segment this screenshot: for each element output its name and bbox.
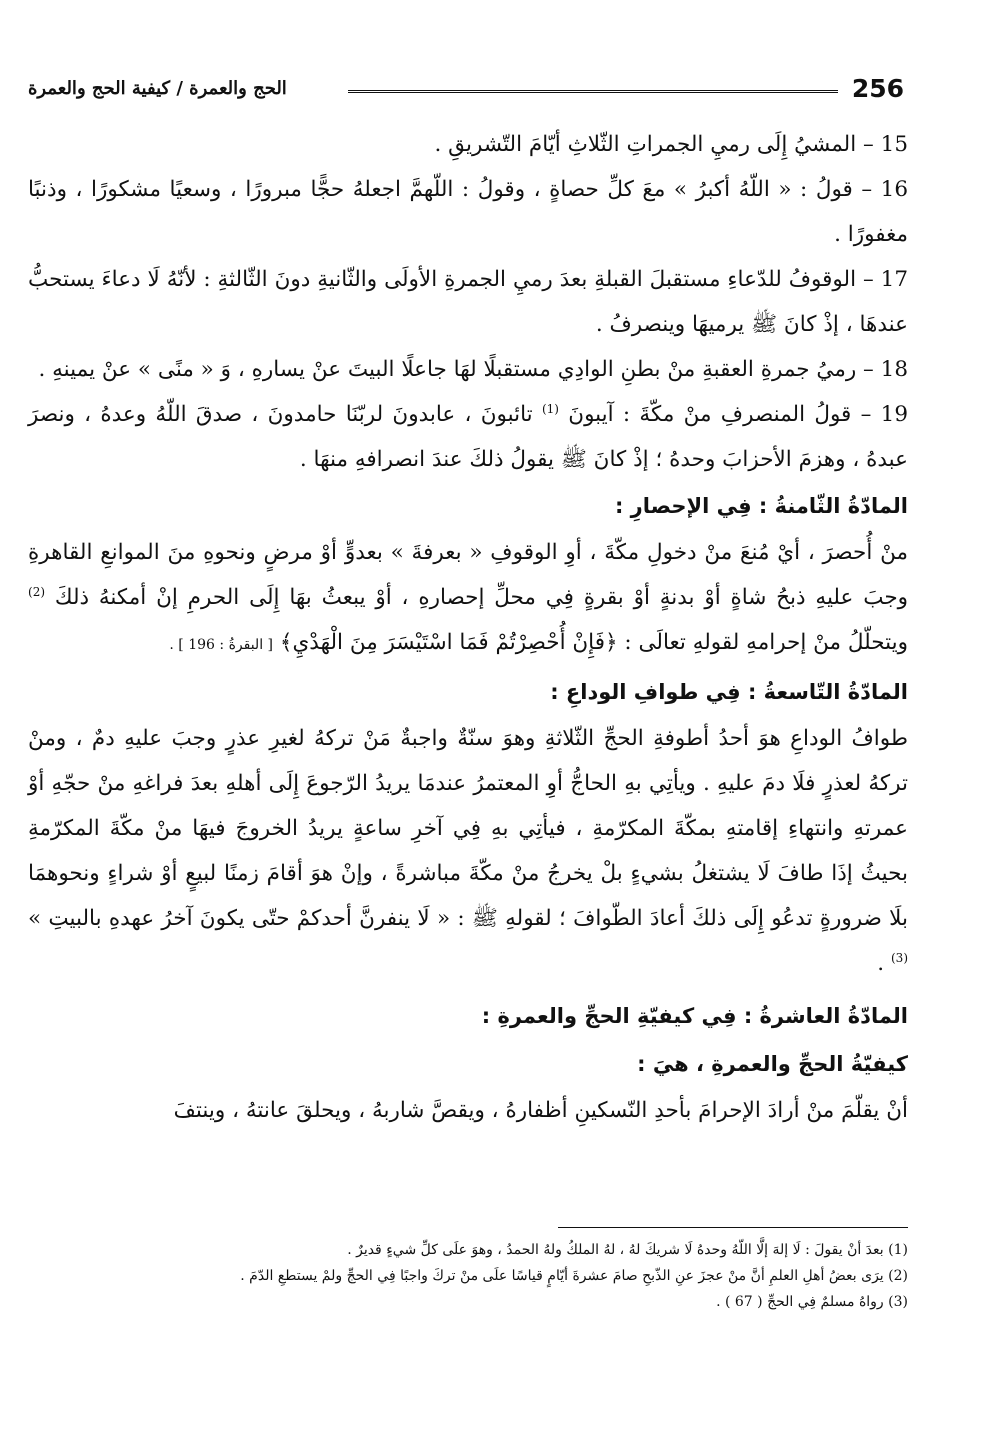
paragraph-8-text-a: منْ أُحصرَ ، أيْ مُنعَ منْ دخولِ مكّةَ ، أوِ الوقوفِ « بعرفةَ » بعدوٍّ أوْ مرضٍ ونحوهِ منَ الموانعِ القاهرةِ وجبَ عليهِ ذبحُ شاةٍ أوْ بدنةٍ أوْ بقرةٍ فِي محلِّ إحصارهِ ، أوْ يبعثُ بهَا إِلَى الحرمِ إنْ أمكنهُ ذلكَ [28, 540, 908, 610]
running-title: الحج والعمرة / كيفية الحج والعمرة [28, 78, 287, 99]
list-item-15: 15 – المشيُ إِلَى رميِ الجمراتِ الثّلاثِ أيّامَ التّشريقِ . [434, 132, 908, 157]
list-item-19-text-a: 19 – قولُ المنصرفِ منْ مكّةَ : آيبونَ [568, 402, 909, 427]
footnote-1: (1) بعدَ أنْ يقولَ : لَا إلهَ إلَّا اللّهُ وحدهُ لَا شريكَ لهُ ، لهُ الملكُ ولهُ الحمدُ ، وهوَ علَى كلِّ شيءٍ قديرٌ . [347, 1242, 908, 1258]
list-item-18: 18 – رميُ جمرةِ العقبةِ منْ بطنِ الوادِي مستقبلًا لهَا جاعلًا البيتَ عنْ يسارهِ ، وَ « منًى » عنْ يمينهِ . [38, 357, 908, 382]
paragraph-9-text: طوافُ الوداعِ هوَ أحدُ أطوفةِ الحجِّ الثّلاثةِ وهوَ سنّةٌ واجبةٌ مَنْ تركهُ لغيرِ عذرٍ وجبَ عليهِ دمٌ ، ومنْ تركهُ لعذرٍ فلَا دمَ عليهِ . ويأتِي بهِ الحاجُّ أوِ المعتمرُ عندمَا يريدُ الرّجوعَ إِلَى أهلهِ بعدَ فراغهِ منْ حجّهِ أوْ عمرتهِ وانتهاءِ إقامتهِ بمكّةَ المكرّمةِ ، فيأتِي بهِ فِي آخرِ ساعةٍ يريدُ الخروجَ فيهَا منْ مكّةَ المكرّمةِ بحيثُ إذَا طافَ لَا يشتغلُ بشيءٍ بلْ يخرجُ منْ مكّةَ مباشرةً ، وإنْ هوَ أقامَ زمنًا لبيعٍ أوْ شراءٍ ونحوهمَا بلَا ضرورةٍ تدعُو إِلَى ذلكَ أعادَ الطّوافَ ؛ لقولهِ ﷺ : « لَا ينفرنَّ أحدكمْ حتّى يكونَ آخرُ عهدهِ بالبيتِ » [28, 726, 908, 931]
list-item-19 [28, 392, 908, 482]
page-header [28, 62, 908, 106]
page-number: 256 [851, 74, 904, 103]
subheading-10: كيفيّةُ الحجِّ والعمرةِ ، هيَ : [637, 1052, 908, 1076]
quran-reference: [ البقرةُ : 196 ] . [169, 637, 274, 653]
footnotes [28, 1237, 908, 1315]
section-heading-9: المادّةُ التّاسعةُ : فِي طوافِ الوداعِ : [550, 680, 908, 704]
footnote-divider [558, 1227, 908, 1228]
paragraph-9-end: . [877, 951, 885, 976]
header-rule [348, 90, 838, 96]
footnote-marker-3: (3) [890, 950, 908, 965]
footnote-2: (2) يرَى بعضُ أهلِ العلمِ أنَّ منْ عجزَ عنِ الذّبحِ صامَ عشرةَ أيّامٍ قياسًا علَى منْ تركَ واجبًا فِي الحجِّ ولمْ يستطعِ الدّمَ . [240, 1268, 908, 1284]
paragraph-9 [28, 716, 908, 986]
footnote-marker-2: (2) [28, 584, 46, 599]
list-item-16: 16 – قولُ : « اللّهُ أكبرُ » معَ كلِّ حصاةٍ ، وقولُ : اللّهمَّ اجعلهُ حجًّا مبرورًا ، وسعيًا مشكورًا ، وذنبًا مغفورًا . [28, 177, 908, 247]
section-heading-10: المادّةُ العاشرةُ : فِي كيفيّةِ الحجِّ والعمرةِ : [481, 1004, 908, 1028]
paragraph-8 [28, 530, 908, 668]
page-body [28, 122, 908, 1133]
footnote-marker-1: (1) [541, 401, 559, 416]
paragraph-8-text-b: ويتحلّلُ منْ إحرامهِ لقولهِ تعالَى : ﴿فَإِنْ أُحْصِرْتُمْ فَمَا اسْتَيْسَرَ مِنَ الْهَدْيِ﴾ [279, 630, 908, 655]
paragraph-10: أنْ يقلّمَ منْ أرادَ الإحرامَ بأحدِ النّسكينِ أظفارهُ ، ويقصَّ شاربهُ ، ويحلقَ عانتهُ ، وينتفَ [173, 1098, 908, 1123]
book-page [28, 62, 908, 1422]
section-heading-8: المادّةُ الثّامنةُ : فِي الإحصارِ : [614, 494, 908, 518]
footnote-3: (3) رواهُ مسلمٌ فِي الحجِّ ( 67 ) . [716, 1294, 908, 1310]
list-item-17: 17 – الوقوفُ للدّعاءِ مستقبلَ القبلةِ بعدَ رميِ الجمرةِ الأولَى والثّانيةِ دونَ الثّالثةِ : لأنّهُ لَا دعاءَ يستحبُّ عندهَا ، إذْ كانَ ﷺ يرميهَا وينصرفُ . [28, 267, 908, 337]
list-item-19-text-b: تائبونَ ، عابدونَ لربّنَا حامدونَ ، صدقَ اللّهُ وعدهُ ، ونصرَ عبدهُ ، وهزمَ الأحزابَ وحدهُ ؛ إذْ كانَ ﷺ يقولُ ذلكَ عندَ انصرافهِ منهَا . [28, 402, 908, 472]
